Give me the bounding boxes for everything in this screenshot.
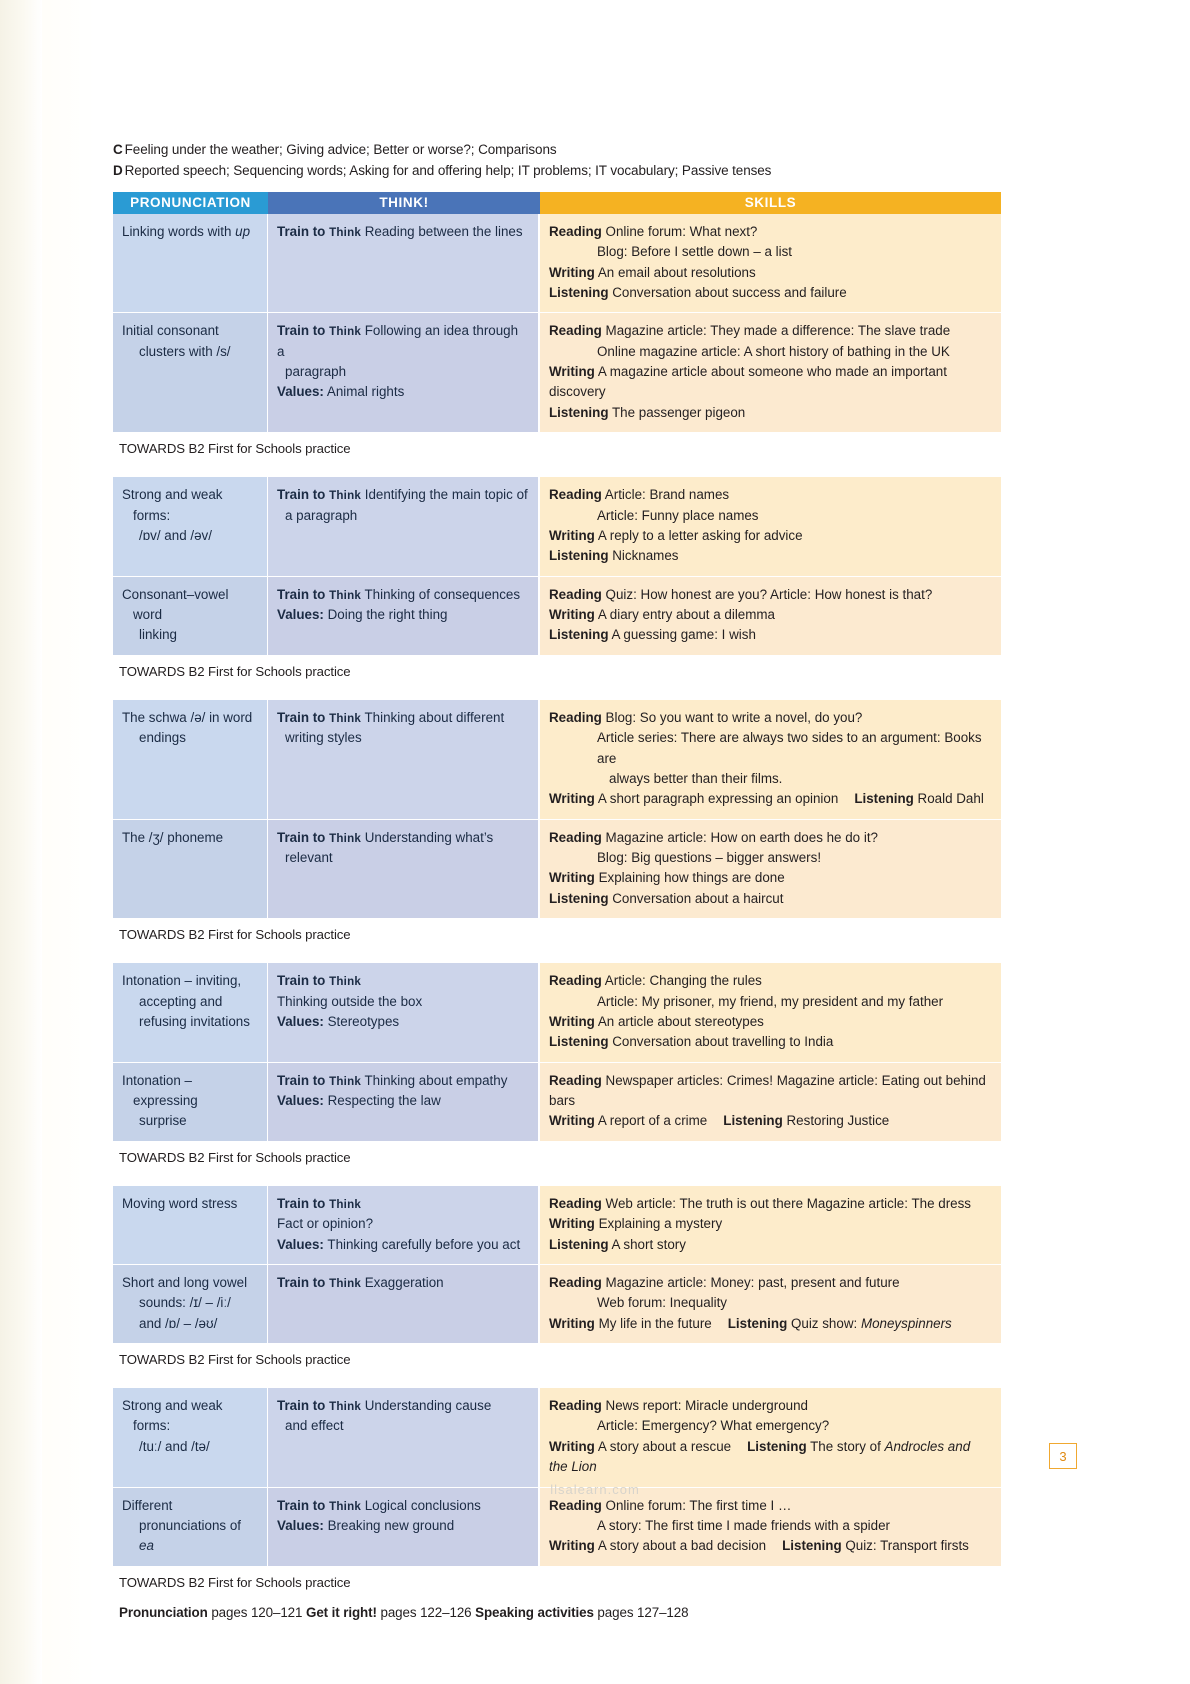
pronunciation-line: Consonant–vowel word: [122, 586, 229, 623]
column-header-think: THINK!: [268, 192, 540, 214]
towards-practice-line: TOWARDS B2 First for Schools practice: [119, 1149, 351, 1165]
key-text-c: Feeling under the weather; Giving advice; Better or worse?; Comparisons: [124, 142, 557, 157]
unit-block: [113, 963, 1001, 1141]
think-column: [268, 700, 540, 918]
key-line-c: [113, 140, 1001, 161]
skills-reading-line: Reading Magazine article: They made a difference: The slave trade: [549, 323, 951, 339]
skills-writing-line: Writing A story about a bad decision Listening Quiz: Transport firsts: [549, 1538, 969, 1554]
skills-listening-label: Listening: [727, 1315, 788, 1331]
think-values-line: Values: Breaking new ground: [277, 1517, 455, 1533]
pronunciation-line: and /ɒ/ – /əʊ/: [139, 1315, 218, 1331]
pronunciation-column: [113, 214, 268, 432]
think-line-2: Thinking outside the box: [277, 993, 423, 1009]
pronunciation-line: sounds: /ɪ/ – /iː/: [139, 1295, 231, 1311]
pronunciation-cell: [113, 963, 268, 1062]
pronunciation-line: Strong and weak forms:: [122, 1398, 223, 1434]
pronunciation-line: clusters with /s/: [139, 343, 231, 359]
skills-listening-label: Listening: [747, 1438, 807, 1454]
pronunciation-line: Moving word stress: [122, 1195, 238, 1211]
table-header-row: [113, 192, 1001, 214]
skills-reading-line: Reading Article: Brand names: [549, 487, 730, 503]
pronunciation-cell: [113, 1264, 268, 1343]
skills-reading-line: Reading Online forum: What next?: [549, 223, 758, 239]
train-to-think-line: Train to Think Understanding what’s: [277, 829, 494, 845]
skills-writing-line: Writing A short paragraph expressing an opinion Listening Roald Dahl: [549, 791, 984, 807]
footer-pronunciation-label: Pronunciation: [119, 1604, 208, 1620]
table-body: [113, 214, 1001, 1599]
skills-listening-line: Listening Nicknames: [549, 548, 679, 564]
think-line-2: writing styles: [285, 730, 362, 746]
skills-column: [540, 700, 1001, 918]
skills-reading-line: Reading Magazine article: Money: past, present and future: [549, 1274, 900, 1290]
skills-reading-line: Reading Magazine article: How on earth does he do it?: [549, 829, 878, 845]
skills-column: [540, 1388, 1001, 1566]
pronunciation-line: refusing invitations: [139, 1013, 250, 1029]
pronunciation-cell: [113, 576, 268, 655]
towards-practice-line: TOWARDS B2 First for Schools practice: [119, 441, 351, 457]
skills-reading-line: Reading Article: Changing the rules: [549, 973, 762, 989]
skills-listening-line: Listening A guessing game: I wish: [549, 627, 756, 643]
watermark-text: llsalearn.com: [550, 1482, 640, 1497]
think-cell: [268, 312, 540, 432]
skills-cell: [540, 1264, 1001, 1343]
think-cell: [268, 1186, 540, 1264]
pronunciation-line: Different: [122, 1497, 173, 1513]
pronunciation-cell: [113, 1388, 268, 1487]
towards-practice-line: TOWARDS B2 First for Schools practice: [119, 1574, 351, 1590]
skills-cell: [540, 576, 1001, 655]
unit-block: [113, 1388, 1001, 1566]
think-cell: [268, 1487, 540, 1566]
key-letter-d: D: [113, 162, 123, 178]
pronunciation-line: The /ʒ/ phoneme: [122, 829, 224, 845]
pronunciation-column: [113, 1186, 268, 1343]
think-values-line: Values: Animal rights: [277, 384, 405, 400]
skills-cell: [540, 1062, 1001, 1141]
key-letter-c: C: [113, 142, 123, 157]
skills-cell: [540, 1186, 1001, 1264]
skills-reading-line: Reading Online forum: The first time I …: [549, 1497, 792, 1513]
pronunciation-cell: [113, 1186, 268, 1264]
skills-reading-line: Reading News report: Miracle underground: [549, 1398, 808, 1414]
pronunciation-cell: [113, 312, 268, 432]
think-values-line: Values: Thinking carefully before you act: [277, 1236, 521, 1252]
pronunciation-line: endings: [139, 730, 186, 746]
think-cell: [268, 963, 540, 1062]
think-line-2: paragraph: [285, 364, 347, 380]
unit-block: [113, 214, 1001, 432]
skills-writing-line: Writing An article about stereotypes: [549, 1013, 764, 1029]
page-gutter-shading: [0, 0, 42, 1684]
footer-pronunciation-pages: pages 120–121: [207, 1604, 306, 1620]
skills-reading-line: always better than their films.: [609, 770, 783, 786]
train-to-think-line: Train to Think Identifying the main topic of: [277, 487, 528, 503]
skills-listening-label: Listening: [854, 791, 914, 807]
skills-cell: [540, 312, 1001, 432]
skills-reading-line: Reading Blog: So you want to write a novel, do you?: [549, 709, 863, 725]
pronunciation-line: accepting and: [139, 993, 223, 1009]
skills-listening-line: Listening Conversation about a haircut: [549, 890, 784, 906]
skills-reading-line: Reading Web article: The truth is out there Magazine article: The dress: [549, 1195, 971, 1211]
skills-listening-line: Listening Conversation about travelling to India: [549, 1034, 834, 1050]
pronunciation-column: [113, 1388, 268, 1566]
key-line-d: [113, 161, 1001, 182]
skills-writing-line: Writing Explaining a mystery: [549, 1216, 723, 1232]
think-values-line: Values: Stereotypes: [277, 1013, 400, 1029]
train-to-think-line: Train to Think Understanding cause: [277, 1398, 492, 1414]
contents-table: [113, 140, 1001, 1620]
page-number-badge: 3: [1049, 1443, 1077, 1469]
think-values-line: Values: Respecting the law: [277, 1093, 441, 1109]
skills-writing-line: Writing A report of a crime Listening Restoring Justice: [549, 1113, 890, 1129]
skills-listening-label: Listening: [723, 1113, 783, 1129]
unit-block: [113, 700, 1001, 918]
think-cell: [268, 819, 540, 919]
pronunciation-line: surprise: [139, 1113, 187, 1129]
towards-practice-line: TOWARDS B2 First for Schools practice: [119, 927, 351, 943]
pronunciation-cell: [113, 1062, 268, 1141]
think-values-line: Values: Doing the right thing: [277, 607, 448, 623]
think-column: [268, 1186, 540, 1343]
think-line-2: relevant: [285, 850, 333, 866]
train-to-think-line: Train to Think Thinking of consequences: [277, 586, 521, 602]
skills-column: [540, 963, 1001, 1141]
footer-speaking-label: Speaking activities: [475, 1604, 594, 1620]
think-cell: [268, 700, 540, 819]
footer-getitright-label: Get it right!: [306, 1604, 377, 1620]
skills-writing-line: Writing A diary entry about a dilemma: [549, 607, 776, 623]
skills-reading-line: Online magazine article: A short history of bathing in the UK: [597, 343, 950, 359]
skills-cell: [540, 700, 1001, 819]
footer-references: [113, 1599, 1001, 1620]
skills-column: [540, 477, 1001, 655]
train-to-think-line: Train to Think: [277, 973, 361, 989]
think-column: [268, 214, 540, 432]
skills-writing-line: Writing A magazine article about someone who made an important discovery: [549, 364, 947, 400]
pronunciation-line: Short and long vowel: [122, 1274, 248, 1290]
skills-listening-label: Listening: [782, 1538, 842, 1554]
towards-practice-line: TOWARDS B2 First for Schools practice: [119, 663, 351, 679]
skills-cell: [540, 963, 1001, 1062]
pronunciation-column: [113, 963, 268, 1141]
think-cell: [268, 576, 540, 655]
think-cell: [268, 477, 540, 576]
skills-writing-line: Writing A reply to a letter asking for advice: [549, 527, 803, 543]
skills-writing-line: Writing A story about a rescue Listening The story of Androcles and the Lion: [549, 1438, 971, 1475]
skills-cell: [540, 1388, 1001, 1487]
skills-cell: [540, 477, 1001, 576]
column-header-skills: SKILLS: [540, 192, 1001, 214]
skills-column: [540, 214, 1001, 432]
skills-reading-line: Blog: Before I settle down – a list: [597, 244, 793, 260]
skills-reading-line: Reading Quiz: How honest are you? Article: How honest is that?: [549, 586, 933, 602]
pronunciation-cell: [113, 477, 268, 576]
pronunciation-line: linking: [139, 627, 177, 643]
train-to-think-line: Train to Think: [277, 1195, 361, 1211]
pronunciation-cell: [113, 1487, 268, 1566]
skills-reading-line: Article: My prisoner, my friend, my president and my father: [597, 993, 944, 1009]
pronunciation-column: [113, 477, 268, 655]
skills-writing-line: Writing Explaining how things are done: [549, 870, 785, 886]
think-column: [268, 1388, 540, 1566]
think-cell: [268, 1264, 540, 1343]
train-to-think-line: Train to Think Reading between the lines: [277, 223, 523, 239]
pronunciation-line: The schwa /ə/ in word: [122, 709, 253, 725]
pronunciation-line: /ɒv/ and /əv/: [139, 527, 212, 543]
train-to-think-line: Train to Think Thinking about empathy: [277, 1072, 508, 1088]
skills-reading-line: Web forum: Inequality: [597, 1295, 728, 1311]
think-cell: [268, 1388, 540, 1487]
skills-writing-line: Writing An email about resolutions: [549, 264, 756, 280]
train-to-think-line: Train to Think Logical conclusions: [277, 1497, 481, 1513]
skills-listening-line: Listening A short story: [549, 1236, 686, 1252]
skills-writing-line: Writing My life in the future Listening Quiz show: Moneyspinners: [549, 1315, 952, 1331]
skills-reading-line: Article: Funny place names: [597, 507, 759, 523]
column-header-pronunciation: PRONUNCIATION: [113, 192, 268, 214]
skills-reading-line: Reading Newspaper articles: Crimes! Magazine article: Eating out behind bars: [549, 1072, 986, 1109]
pronunciation-line: Linking words with up: [122, 223, 251, 239]
pronunciation-column: [113, 700, 268, 918]
skills-cell: [540, 1487, 1001, 1566]
think-cell: [268, 214, 540, 313]
train-to-think-line: Train to Think Thinking about different: [277, 709, 505, 725]
pronunciation-line: Intonation – expressing: [122, 1072, 198, 1109]
towards-practice-line: TOWARDS B2 First for Schools practice: [119, 1352, 351, 1368]
skills-cell: [540, 214, 1001, 313]
pronunciation-line: pronunciations of ea: [139, 1517, 241, 1554]
pronunciation-line: Strong and weak forms:: [122, 487, 223, 523]
footer-speaking-pages: pages 127–128: [593, 1604, 689, 1620]
think-cell: [268, 1062, 540, 1141]
skills-reading-line: A story: The first time I made friends with a spider: [597, 1517, 890, 1533]
train-to-think-line: Train to Think Following an idea through a: [277, 323, 519, 359]
think-line-2: Fact or opinion?: [277, 1216, 374, 1232]
think-column: [268, 963, 540, 1141]
skills-reading-line: Article series: There are always two sides to an argument: Books are: [597, 730, 982, 766]
think-line-2: a paragraph: [285, 507, 358, 523]
skills-reading-line: Article: Emergency? What emergency?: [597, 1418, 830, 1434]
skills-reading-line: Blog: Big questions – bigger answers!: [597, 850, 822, 866]
pronunciation-cell: [113, 214, 268, 313]
footer-getitright-pages: pages 122–126: [376, 1604, 476, 1620]
pronunciation-line: /tuː/ and /tə/: [139, 1438, 210, 1454]
think-line-2: and effect: [285, 1418, 344, 1434]
train-to-think-line: Train to Think Exaggeration: [277, 1274, 444, 1290]
unit-block: [113, 1186, 1001, 1343]
unit-block: [113, 477, 1001, 655]
skills-column: [540, 1186, 1001, 1343]
skills-listening-line: Listening Conversation about success and failure: [549, 284, 847, 300]
key-text-d: Reported speech; Sequencing words; Asking for and offering help; IT problems; IT vocabulary; Passive tenses: [124, 162, 772, 178]
pronunciation-cell: [113, 700, 268, 819]
think-column: [268, 477, 540, 655]
pronunciation-cell: [113, 819, 268, 919]
pronunciation-line: Initial consonant: [122, 323, 219, 339]
skills-listening-line: Listening The passenger pigeon: [549, 404, 746, 420]
skills-cell: [540, 819, 1001, 919]
pronunciation-line: Intonation – inviting,: [122, 973, 242, 989]
